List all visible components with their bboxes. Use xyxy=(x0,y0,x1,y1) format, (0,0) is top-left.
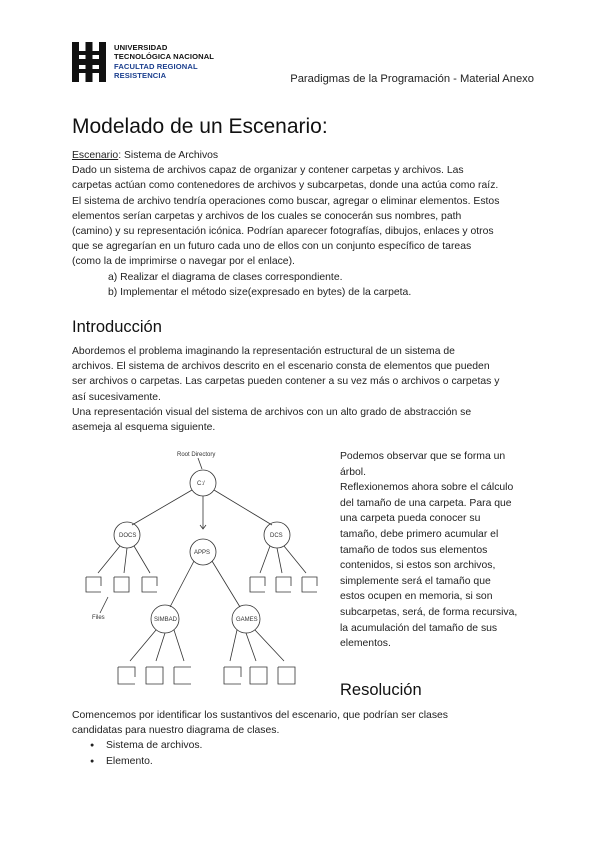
docs-node-label: DOCS xyxy=(119,533,137,539)
scenario-task-a: a) Realizar el diagrama de clases correspondiente. xyxy=(108,271,343,283)
side-line: la acumulación del tamaño de sus xyxy=(340,622,498,634)
scenario-line: que se agregarían en un futuro cada uno de ellos con un conjunto específico de tareas xyxy=(72,241,472,253)
side-line: Podemos observar que se forma un xyxy=(340,451,506,462)
intro-paragraph xyxy=(72,344,542,435)
file-icon xyxy=(86,577,101,592)
resolution-line: Comencemos por identificar los sustantivos del escenario, que podrían ser clases xyxy=(72,710,448,721)
file-icon xyxy=(278,667,295,684)
link-root-dcs xyxy=(214,490,272,525)
list-item: ● Elemento. xyxy=(72,754,542,770)
logo-line-2: TECNOLÓGICA NACIONAL xyxy=(114,52,215,62)
file-icon xyxy=(174,667,191,684)
scenario-label: Escenario xyxy=(72,150,119,161)
side-line: elementos. xyxy=(340,638,391,650)
side-paragraph xyxy=(340,449,540,652)
intro-line: ser archivos o carpetas. Las carpetas pueden contener a su vez más o archivos o carpetas y xyxy=(72,376,500,388)
side-line: tamaño de todos sus elementos xyxy=(340,544,488,556)
file-icon xyxy=(118,667,135,684)
link-root-docs xyxy=(132,490,192,525)
links-docs-files xyxy=(98,546,150,573)
root-caption: Root Directory xyxy=(177,452,216,458)
files-pointer xyxy=(100,597,108,613)
side-line: una carpeta pueda conocer su xyxy=(340,513,481,525)
root-node-label: C:/ xyxy=(197,481,205,487)
header-title: Paradigmas de la Programación - Material Anexo xyxy=(290,73,534,85)
file-tree-diagram xyxy=(80,447,330,697)
side-line: subcarpetas, será, de forma recursiva, xyxy=(340,606,518,618)
file-icon xyxy=(146,667,163,684)
intro-line: archivos. El sistema de archivos descrito en el escenario consta de elementos que pueden xyxy=(72,361,490,373)
file-icon xyxy=(250,667,267,684)
side-line: del tamaño de una carpeta. Para que xyxy=(340,497,512,509)
file-icon xyxy=(250,577,265,592)
side-line: tamaño, debe primero acumular el xyxy=(340,528,499,540)
scenario-heading-line xyxy=(72,148,542,163)
simbad-node-label: SIMBAD xyxy=(154,617,178,623)
file-tree-svg xyxy=(80,447,330,697)
side-line: simplemente será el tamaño que xyxy=(340,575,491,587)
resolution-line: candidatas para nuestro diagrama de clases. xyxy=(72,725,280,737)
utn-emblem-icon xyxy=(72,42,106,82)
scenario-name: : Sistema de Archivos xyxy=(118,150,219,161)
root-caption-pointer xyxy=(198,458,202,469)
dcs-node-label: DCS xyxy=(270,533,283,539)
resolution-paragraph xyxy=(72,708,542,738)
resolution-heading: Resolución xyxy=(340,681,422,699)
scenario-paragraph xyxy=(72,148,542,300)
file-icon xyxy=(142,577,157,592)
candidate-classes-list xyxy=(72,738,542,769)
games-node-label: GAMES xyxy=(236,617,258,623)
scenario-line: (camino) y su representación icónica. Podrían aparecer fotografías, dibujos, enlaces y otros xyxy=(72,226,494,238)
apps-node-label: APPS xyxy=(194,550,211,556)
link-apps-games xyxy=(212,561,240,607)
links-simbad-files xyxy=(130,630,184,661)
logo-line-3: FACULTAD REGIONAL xyxy=(114,61,198,71)
files-caption: Files xyxy=(92,615,105,621)
scenario-task-b: b) Implementar el método size(expresado en bytes) de la carpeta. xyxy=(108,286,412,298)
logo-line-4: RESISTENCIA xyxy=(114,70,167,80)
logo-line-1: UNIVERSIDAD xyxy=(114,43,168,52)
link-apps-simbad xyxy=(170,561,194,607)
file-icon xyxy=(114,577,129,592)
side-line: estos ocupen en memoria, si son xyxy=(340,591,493,603)
side-line: Reflexionemos ahora sobre el cálculo xyxy=(340,482,514,494)
file-icon xyxy=(276,577,291,592)
intro-line: Una representación visual del sistema de archivos con un alto grado de abstracción se xyxy=(72,406,472,418)
intro-line: Abordemos el problema imaginando la representación estructural de un sistema de xyxy=(72,346,455,357)
intro-line: asemeja al esquema siguiente. xyxy=(72,422,216,434)
file-icon xyxy=(224,667,241,684)
intro-line: así sucesivamente. xyxy=(72,391,161,403)
side-line: árbol. xyxy=(340,466,366,478)
scenario-line: Dado un sistema de archivos capaz de organizar y contener carpetas y archivos. Las xyxy=(72,165,464,177)
page-title: Modelado de un Escenario: xyxy=(72,115,328,138)
scenario-line: elementos serían carpetas y archivos de los cuales se conocerán sus nombres, path xyxy=(72,210,462,222)
intro-heading: Introducción xyxy=(72,318,162,336)
side-line: contenidos, si estos son archivos, xyxy=(340,560,496,572)
links-dcs-files xyxy=(260,546,306,573)
links-games-files xyxy=(230,630,284,661)
file-icon xyxy=(302,577,317,592)
scenario-line: El sistema de archivo tendría operaciones como buscar, agregar o eliminar elementos. Estos xyxy=(72,195,500,207)
scenario-line: (como la de imprimirse o navegar por el enlace). xyxy=(72,256,295,268)
list-item: ● Sistema de archivos. xyxy=(72,738,542,754)
utn-logo xyxy=(72,42,222,84)
scenario-line: carpetas actúan como contenedores de archivos y subcarpetas, donde una actúa como raíz. xyxy=(72,180,499,192)
